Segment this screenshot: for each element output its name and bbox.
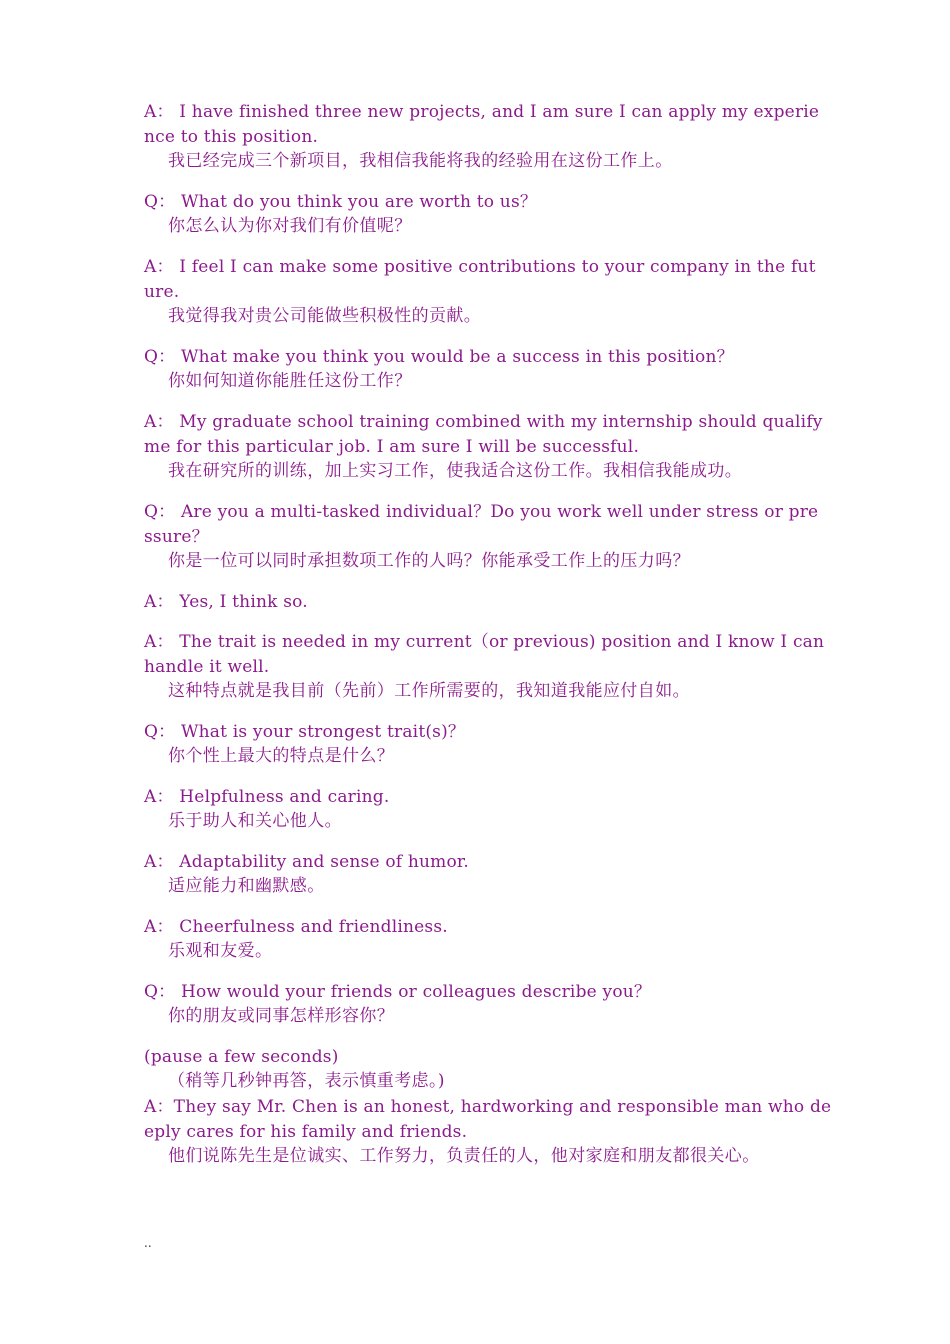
chinese-translation-line: 你的朋友或同事怎样形容你？ [168,1006,395,1026]
english-text-line: Q： What is your strongest trait(s)？ [144,722,466,742]
chinese-translation-line: 适应能力和幽默感。 [168,876,325,896]
chinese-translation-line: 你个性上最大的特点是什么？ [168,746,395,766]
chinese-translation-line: 这种特点就是我目前（先前）工作所需要的，我知道我能应付自如。 [168,681,690,701]
english-text-line: Q： What make you think you would be a success in this position？ [144,347,734,367]
chinese-translation-line: 乐观和友爱。 [168,941,273,961]
english-text-line: eply cares for his family and friends. [144,1122,468,1142]
english-text-line: A： Helpfulness and caring. [144,787,390,807]
english-text-line: Q： What do you think you are worth to us？ [144,192,538,212]
english-text-line: A： I feel I can make some positive contributions to your company in the fut [144,257,816,277]
english-text-line: ure. [144,282,180,302]
english-text-line: A： Cheerfulness and friendliness. [144,917,448,937]
chinese-translation-line: 我觉得我对贵公司能做些积极性的贡献。 [168,306,482,326]
english-text-line: ssure？ [144,527,209,547]
english-text-line: A：They say Mr. Chen is an honest, hardworking and responsible man who de [144,1097,832,1117]
page-footer-mark: .. [144,1236,152,1250]
english-text-line: A： The trait is needed in my current（or previous) position and I know I can [144,632,825,652]
chinese-translation-line: （稍等几秒钟再答，表示慎重考虑。) [168,1071,445,1091]
chinese-translation-line: 乐于助人和关心他人。 [168,811,342,831]
english-text-line: me for this particular job. I am sure I will be successful. [144,437,640,457]
chinese-translation-line: 他们说陈先生是位诚实、工作努力，负责任的人，他对家庭和朋友都很关心。 [168,1146,760,1166]
chinese-translation-line: 我已经完成三个新项目，我相信我能将我的经验用在这份工作上。 [168,151,673,171]
chinese-translation-line: 你是一位可以同时承担数项工作的人吗？你能承受工作上的压力吗？ [168,551,690,571]
chinese-translation-line: 你如何知道你能胜任这份工作？ [168,371,412,391]
chinese-translation-line: 我在研究所的训练，加上实习工作，使我适合这份工作。我相信我能成功。 [168,461,743,481]
english-text-line: A： I have finished three new projects, and I am sure I can apply my experie [144,102,820,122]
english-text-line: Q： How would your friends or colleagues describe you？ [144,982,652,1002]
english-text-line: A： Adaptability and sense of humor. [144,852,469,872]
english-text-line: (pause a few seconds) [144,1047,339,1067]
english-text-line: nce to this position. [144,127,319,147]
english-text-line: handle it well. [144,657,270,677]
english-text-line: Q： Are you a multi-tasked individual？Do you work well under stress or pre [144,502,819,522]
english-text-line: A： Yes, I think so. [144,592,308,612]
chinese-translation-line: 你怎么认为你对我们有价值呢？ [168,216,412,236]
english-text-line: A： My graduate school training combined with my internship should qualify [144,412,823,432]
